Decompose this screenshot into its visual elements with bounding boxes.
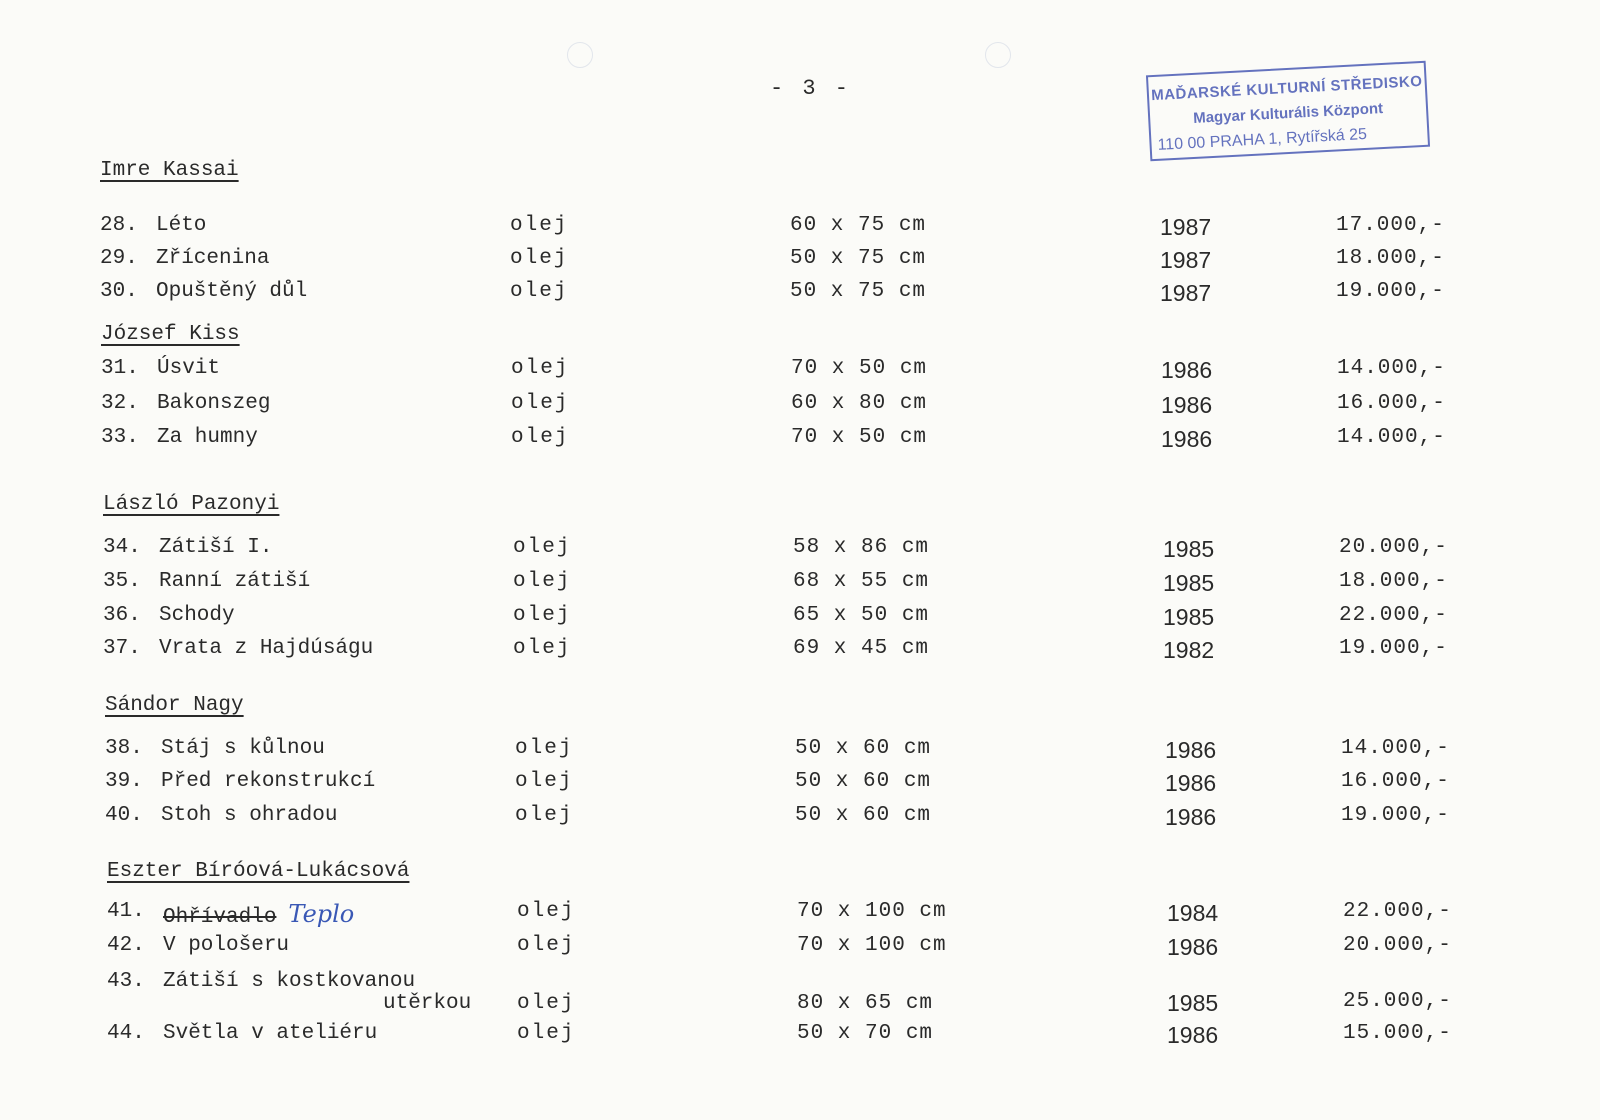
artwork-medium: olej <box>513 604 572 627</box>
artwork-price: 14.000,- <box>1337 426 1446 449</box>
artwork-size: 50 x 60 cm <box>795 737 932 760</box>
artwork-row <box>100 214 1500 244</box>
artwork-row <box>103 637 1503 667</box>
artwork-number: 34. <box>103 536 141 559</box>
artwork-year: 1986 <box>1167 1022 1219 1048</box>
artwork-size: 70 x 50 cm <box>791 357 928 380</box>
artwork-price: 15.000,- <box>1343 1022 1452 1045</box>
artwork-year: 1984 <box>1167 900 1219 926</box>
artwork-title: Opuštěný důl <box>156 280 308 303</box>
artwork-title: Zátiší I. <box>159 536 273 559</box>
artwork-year: 1986 <box>1161 357 1213 383</box>
artwork-price: 18.000,- <box>1336 247 1445 270</box>
artwork-medium: olej <box>517 1022 576 1045</box>
artwork-number: 41. <box>107 900 145 923</box>
artwork-title: Před rekonstrukcí <box>161 770 376 793</box>
artwork-title: Světla v ateliéru <box>163 1022 378 1045</box>
stamp-line-3: 110 00 PRAHA 1, Rytířská 25 <box>1157 125 1368 154</box>
artist-heading: József Kiss <box>101 323 240 346</box>
page-number: - 3 - <box>770 76 852 101</box>
handwritten-correction: Teplo <box>288 900 355 928</box>
artwork-title: Schody <box>159 604 235 627</box>
artwork-price: 20.000,- <box>1339 536 1448 559</box>
artwork-size: 50 x 70 cm <box>797 1022 934 1045</box>
artwork-title: V pološeru <box>163 934 290 957</box>
artwork-price: 19.000,- <box>1341 804 1450 827</box>
artwork-title: Za humny <box>157 426 258 449</box>
struck-original-title: Ohřívadlo <box>163 906 277 929</box>
artwork-size: 60 x 75 cm <box>790 214 927 237</box>
artist-heading: Sándor Nagy <box>105 694 244 717</box>
artwork-size: 50 x 75 cm <box>790 280 927 303</box>
artwork-year: 1987 <box>1160 214 1212 240</box>
artwork-size: 70 x 100 cm <box>797 934 947 957</box>
artwork-size: 70 x 100 cm <box>797 900 947 923</box>
artwork-size: 58 x 86 cm <box>793 536 930 559</box>
artwork-number: 30. <box>100 280 138 303</box>
artwork-number: 28. <box>100 214 138 237</box>
artwork-number: 40. <box>105 804 143 827</box>
artwork-medium: olej <box>517 900 576 923</box>
artwork-year: 1987 <box>1160 247 1212 273</box>
artwork-title: Bakonszeg <box>157 392 271 415</box>
artwork-medium: olej <box>511 357 570 380</box>
artwork-row <box>107 1022 1507 1052</box>
artist-heading: Imre Kassai <box>100 159 239 182</box>
artwork-medium: olej <box>515 737 574 760</box>
artwork-size: 50 x 60 cm <box>795 804 932 827</box>
artwork-title: Zřícenina <box>156 247 270 270</box>
artwork-title-line-2: utěrkou <box>383 992 472 1015</box>
artwork-price: 25.000,- <box>1343 990 1452 1013</box>
artwork-number: 38. <box>105 737 143 760</box>
artwork-row <box>103 604 1503 634</box>
artwork-price: 14.000,- <box>1337 357 1446 380</box>
artwork-size: 50 x 60 cm <box>795 770 932 793</box>
punch-hole-left <box>567 42 593 68</box>
artwork-row <box>107 970 1507 1016</box>
artwork-number: 36. <box>103 604 141 627</box>
artwork-number: 33. <box>101 426 139 449</box>
artwork-number: 39. <box>105 770 143 793</box>
artwork-row <box>107 900 1507 930</box>
artwork-size: 70 x 50 cm <box>791 426 928 449</box>
artwork-price: 14.000,- <box>1341 737 1450 760</box>
artwork-row <box>100 280 1500 310</box>
artwork-medium: olej <box>517 992 576 1015</box>
artwork-year: 1982 <box>1163 637 1215 663</box>
artwork-row <box>100 247 1500 277</box>
artwork-row <box>101 392 1501 422</box>
artwork-price: 17.000,- <box>1336 214 1445 237</box>
artwork-year: 1985 <box>1167 990 1219 1016</box>
artwork-title-line-1: Zátiší s kostkovanou <box>163 970 416 993</box>
artwork-size: 65 x 50 cm <box>793 604 930 627</box>
artwork-number: 37. <box>103 637 141 660</box>
artist-heading: László Pazonyi <box>103 493 280 516</box>
artwork-title <box>163 970 472 1015</box>
artwork-price: 19.000,- <box>1339 637 1448 660</box>
artwork-price: 22.000,- <box>1343 900 1452 923</box>
artwork-medium: olej <box>517 934 576 957</box>
artwork-year: 1986 <box>1161 426 1213 452</box>
artwork-year: 1985 <box>1163 536 1215 562</box>
artwork-year: 1987 <box>1160 280 1212 306</box>
artwork-size: 80 x 65 cm <box>797 992 934 1015</box>
artwork-medium: olej <box>513 570 572 593</box>
artwork-medium: olej <box>510 280 569 303</box>
artwork-year: 1985 <box>1163 604 1215 630</box>
artwork-price: 20.000,- <box>1343 934 1452 957</box>
artwork-number: 43. <box>107 970 145 993</box>
artwork-number: 29. <box>100 247 138 270</box>
artwork-medium: olej <box>510 247 569 270</box>
artwork-medium: olej <box>513 637 572 660</box>
artwork-medium: olej <box>515 770 574 793</box>
artwork-size: 50 x 75 cm <box>790 247 927 270</box>
artwork-row <box>105 737 1505 767</box>
stamp-line-1: MAĎARSKÉ KULTURNÍ STŘEDISKO <box>1150 72 1423 105</box>
artwork-year: 1986 <box>1167 934 1219 960</box>
punch-hole-right <box>985 42 1011 68</box>
artwork-medium: olej <box>513 536 572 559</box>
artist-heading: Eszter Bíróová-Lukácsová <box>107 860 410 883</box>
artwork-number: 42. <box>107 934 145 957</box>
artwork-year: 1986 <box>1165 804 1217 830</box>
artwork-number: 35. <box>103 570 141 593</box>
artwork-year: 1986 <box>1161 392 1213 418</box>
artwork-size: 60 x 80 cm <box>791 392 928 415</box>
artwork-medium: olej <box>515 804 574 827</box>
artwork-medium: olej <box>511 392 570 415</box>
artwork-title: Stoh s ohradou <box>161 804 338 827</box>
artwork-title: Ranní zátiší <box>159 570 311 593</box>
artwork-price: 22.000,- <box>1339 604 1448 627</box>
artwork-size: 69 x 45 cm <box>793 637 930 660</box>
artwork-row <box>103 570 1503 600</box>
artwork-price: 16.000,- <box>1337 392 1446 415</box>
artwork-title: Léto <box>156 214 207 237</box>
artwork-row <box>103 536 1503 566</box>
artwork-price: 18.000,- <box>1339 570 1448 593</box>
artwork-row <box>101 357 1501 387</box>
artwork-title: Stáj s kůlnou <box>161 737 325 760</box>
artwork-price: 16.000,- <box>1341 770 1450 793</box>
artwork-row <box>105 804 1505 834</box>
artwork-row <box>101 426 1501 456</box>
artwork-title: Úsvit <box>157 357 221 380</box>
artwork-title: Vrata z Hajdúságu <box>159 637 374 660</box>
artwork-year: 1986 <box>1165 737 1217 763</box>
artwork-title <box>163 900 354 929</box>
artwork-year: 1985 <box>1163 570 1215 596</box>
artwork-number: 44. <box>107 1022 145 1045</box>
stamp-line-2: Magyar Kulturális Központ <box>1192 100 1384 127</box>
artwork-medium: olej <box>511 426 570 449</box>
artwork-price: 19.000,- <box>1336 280 1445 303</box>
artwork-year: 1986 <box>1165 770 1217 796</box>
artwork-row <box>105 770 1505 800</box>
artwork-number: 32. <box>101 392 139 415</box>
artwork-number: 31. <box>101 357 139 380</box>
artwork-medium: olej <box>510 214 569 237</box>
artwork-row <box>107 934 1507 964</box>
artwork-size: 68 x 55 cm <box>793 570 930 593</box>
institution-stamp <box>1146 61 1430 162</box>
